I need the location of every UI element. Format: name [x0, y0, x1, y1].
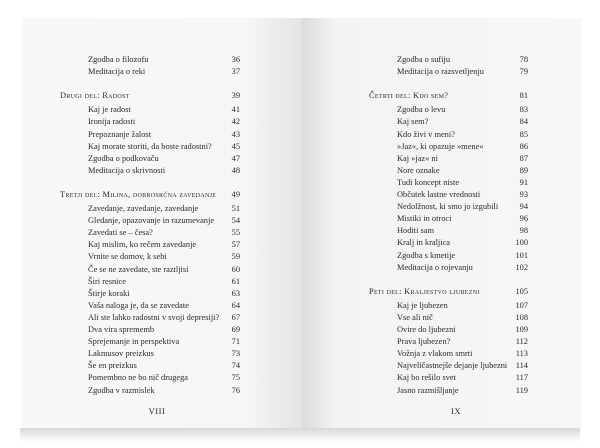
toc-entry-title: Meditacija o rojevanju — [397, 262, 473, 272]
toc-entry-title: Če se ne zavedate, ste raztljisi — [88, 264, 189, 274]
toc-entry-page-number: 63 — [231, 288, 240, 298]
toc-entry-page-number: 86 — [519, 141, 528, 151]
toc-entry-title: Najveličastnejše dejanje ljubezni — [397, 361, 508, 371]
toc-entry-title: Mistiki in otroci — [397, 214, 452, 224]
toc-entry-title: Zgodba o sufiju — [397, 55, 451, 64]
toc-entry-title: Štirje koraki — [88, 288, 130, 298]
toc-entry-title: Sprejemanje in perspektiva — [88, 337, 180, 347]
toc-entry-title: Kaj je ljubezen — [397, 300, 448, 310]
toc-entry-title: Kralj in kraljica — [397, 238, 451, 248]
toc-entry-page-number: 45 — [231, 141, 240, 151]
toc-entry-page-number: 51 — [231, 204, 240, 213]
toc-entry-page-number: 37 — [231, 67, 240, 77]
toc-entry-page-number: 83 — [519, 105, 528, 115]
toc-entry-title: Zavedati se – česa? — [88, 228, 153, 238]
toc-entry-title: Ironija radosti — [88, 117, 136, 127]
toc-entry-title: Kaj »jaz« ni — [397, 153, 438, 163]
toc-entry-page-number: 101 — [515, 250, 528, 260]
toc-entry-page-number: 36 — [231, 55, 240, 64]
page-shadow — [20, 428, 580, 442]
toc-entry-page-number: 89 — [519, 165, 528, 175]
toc-entry-page-number: 67 — [231, 312, 240, 322]
toc-entry-page-number: 113 — [515, 349, 528, 359]
toc-entry-title: Kaj sem? — [397, 117, 429, 127]
toc-entry-title: Širi resnice — [88, 276, 126, 286]
toc-entry-title: Občutek lastne vrednosti — [397, 190, 481, 199]
toc-entry-title: Drugi del: Radost — [60, 91, 130, 101]
toc-entry-page-number: 87 — [519, 153, 528, 163]
toc-entry-page-number: 47 — [231, 153, 240, 163]
toc-entry-title: Gledanje, opazovanje in razumevanje — [88, 216, 215, 226]
toc-entry-page-number: 102 — [515, 262, 528, 272]
toc-entry-title: Še en preizkus — [88, 361, 137, 371]
toc-entry-title: Vse ali nič — [397, 312, 433, 322]
toc-entry-page-number: 96 — [519, 214, 528, 224]
toc-entry-page-number: 59 — [231, 252, 240, 262]
toc-entry-title: Jasno razmišljanje — [397, 385, 459, 395]
toc-entry-page-number: 48 — [231, 165, 240, 175]
toc-entry-title: Nore oznake — [397, 165, 440, 175]
toc-entry-title: Tudi koncept niste — [397, 177, 460, 187]
toc-entry-title: Hoditi sam — [397, 226, 434, 236]
toc-entry-title: Kaj bo rešilo svet — [397, 373, 456, 383]
toc-entry-page-number: 69 — [231, 325, 240, 334]
toc-entry-title: Ali ste lahko radostni v svoji depresiji? — [88, 312, 220, 322]
toc-entry-page-number: 39 — [231, 91, 240, 101]
toc-entry-title: Zavedanje, zavedanje, zavedanje — [88, 204, 199, 213]
toc-entry-page-number: 43 — [231, 129, 240, 139]
toc-entry-page-number: 75 — [231, 373, 240, 383]
toc-entry-page-number: 57 — [231, 240, 240, 250]
toc-entry-title: Meditacija o skrivnosti — [88, 165, 166, 175]
toc-entry-page-number: 64 — [231, 300, 240, 310]
toc-entry-title: »Jaz«, ki opazuje »mene« — [397, 141, 484, 151]
toc-entry-page-number: 54 — [231, 216, 240, 226]
toc-entry-page-number: 55 — [231, 228, 240, 238]
toc-entry-title: Tretji del: Milina, dobrosrčna zavedanje — [60, 189, 217, 199]
right-page-folio: IX — [450, 406, 462, 416]
toc-entry-title: Prava ljubezen? — [397, 337, 451, 347]
toc-entry-page-number: 98 — [519, 226, 528, 236]
toc-entry-page-number: 71 — [231, 337, 240, 347]
left-page — [22, 18, 302, 428]
toc-entry-title: Meditacija o reki — [88, 67, 146, 77]
toc-entry-page-number: 84 — [519, 117, 528, 127]
toc-entry-page-number: 93 — [519, 190, 528, 199]
toc-entry-page-number: 85 — [519, 129, 528, 139]
toc-entry-title: Vaša naloga je, da se zavedate — [88, 300, 189, 310]
toc-entry-page-number: 81 — [519, 91, 528, 101]
toc-entry-page-number: 73 — [231, 349, 240, 359]
toc-entry-page-number: 76 — [231, 385, 240, 395]
toc-entry-title: Peti del: Kraljestvo ljubezni — [369, 286, 480, 296]
toc-entry-title: Kdo živi v meni? — [397, 129, 455, 139]
toc-entry-title: Vrnite se domov, k sebi — [88, 252, 167, 262]
toc-entry-page-number: 91 — [519, 177, 528, 187]
toc-entry-page-number: 119 — [515, 385, 528, 395]
toc-entry-title: Meditacija o razsvetljenju — [397, 67, 484, 77]
toc-entry-title: Kaj je radost — [88, 105, 131, 115]
toc-entry-page-number: 94 — [519, 202, 528, 212]
toc-entry-title: Ovire do ljubezni — [397, 325, 456, 334]
toc-entry-title: Zgodba s kmetije — [397, 250, 456, 260]
toc-entry-title: Vožnja z vlakom smrti — [397, 349, 473, 359]
toc-entry-title: Kaj mislim, ko rečem zavedanje — [88, 240, 197, 250]
toc-entry-page-number: 61 — [231, 276, 240, 286]
toc-entry-title: Prepoznanje žalost — [88, 129, 152, 139]
toc-entry-title: Zgodba o levu — [397, 105, 446, 115]
toc-entry-page-number: 49 — [231, 189, 240, 199]
toc-entry-title: Dva vira sprememb — [88, 325, 155, 334]
toc-entry-page-number: 105 — [515, 286, 528, 296]
right-page — [302, 18, 582, 428]
toc-entry-title: Lakmusov preizkus — [88, 349, 154, 359]
toc-entry-page-number: 108 — [515, 312, 528, 322]
toc-entry-page-number: 117 — [515, 373, 528, 383]
toc-entry-page-number: 74 — [231, 361, 240, 371]
toc-entry-page-number: 78 — [519, 55, 528, 64]
toc-entry-page-number: 107 — [515, 300, 528, 310]
toc-entry-title: Četrti del: Kdo sem? — [369, 91, 449, 101]
toc-entry-page-number: 109 — [515, 325, 528, 334]
toc-entry-title: Pomembno ne bo nič drugega — [88, 373, 189, 383]
toc-entry-page-number: 60 — [231, 264, 240, 274]
toc-entry-page-number: 112 — [515, 337, 528, 347]
toc-entry-page-number: 114 — [515, 361, 528, 371]
toc-entry-page-number: 100 — [515, 238, 528, 248]
toc-entry-title: Zgodba o podkovaču — [88, 153, 159, 163]
left-page-folio: VIII — [148, 406, 166, 416]
toc-entry-page-number: 41 — [231, 105, 240, 115]
toc-entry-title: Nedolžnost, ki smo jo izgubili — [397, 202, 499, 212]
toc-entry-title: Zgodba o filozofu — [88, 55, 149, 64]
toc-entry-title: Zgodba v razmislek — [88, 385, 155, 395]
toc-entry-page-number: 79 — [519, 67, 528, 77]
toc-entry-title: Kaj morate storiti, da boste radostni? — [88, 141, 212, 151]
toc-entry-page-number: 42 — [231, 117, 240, 127]
